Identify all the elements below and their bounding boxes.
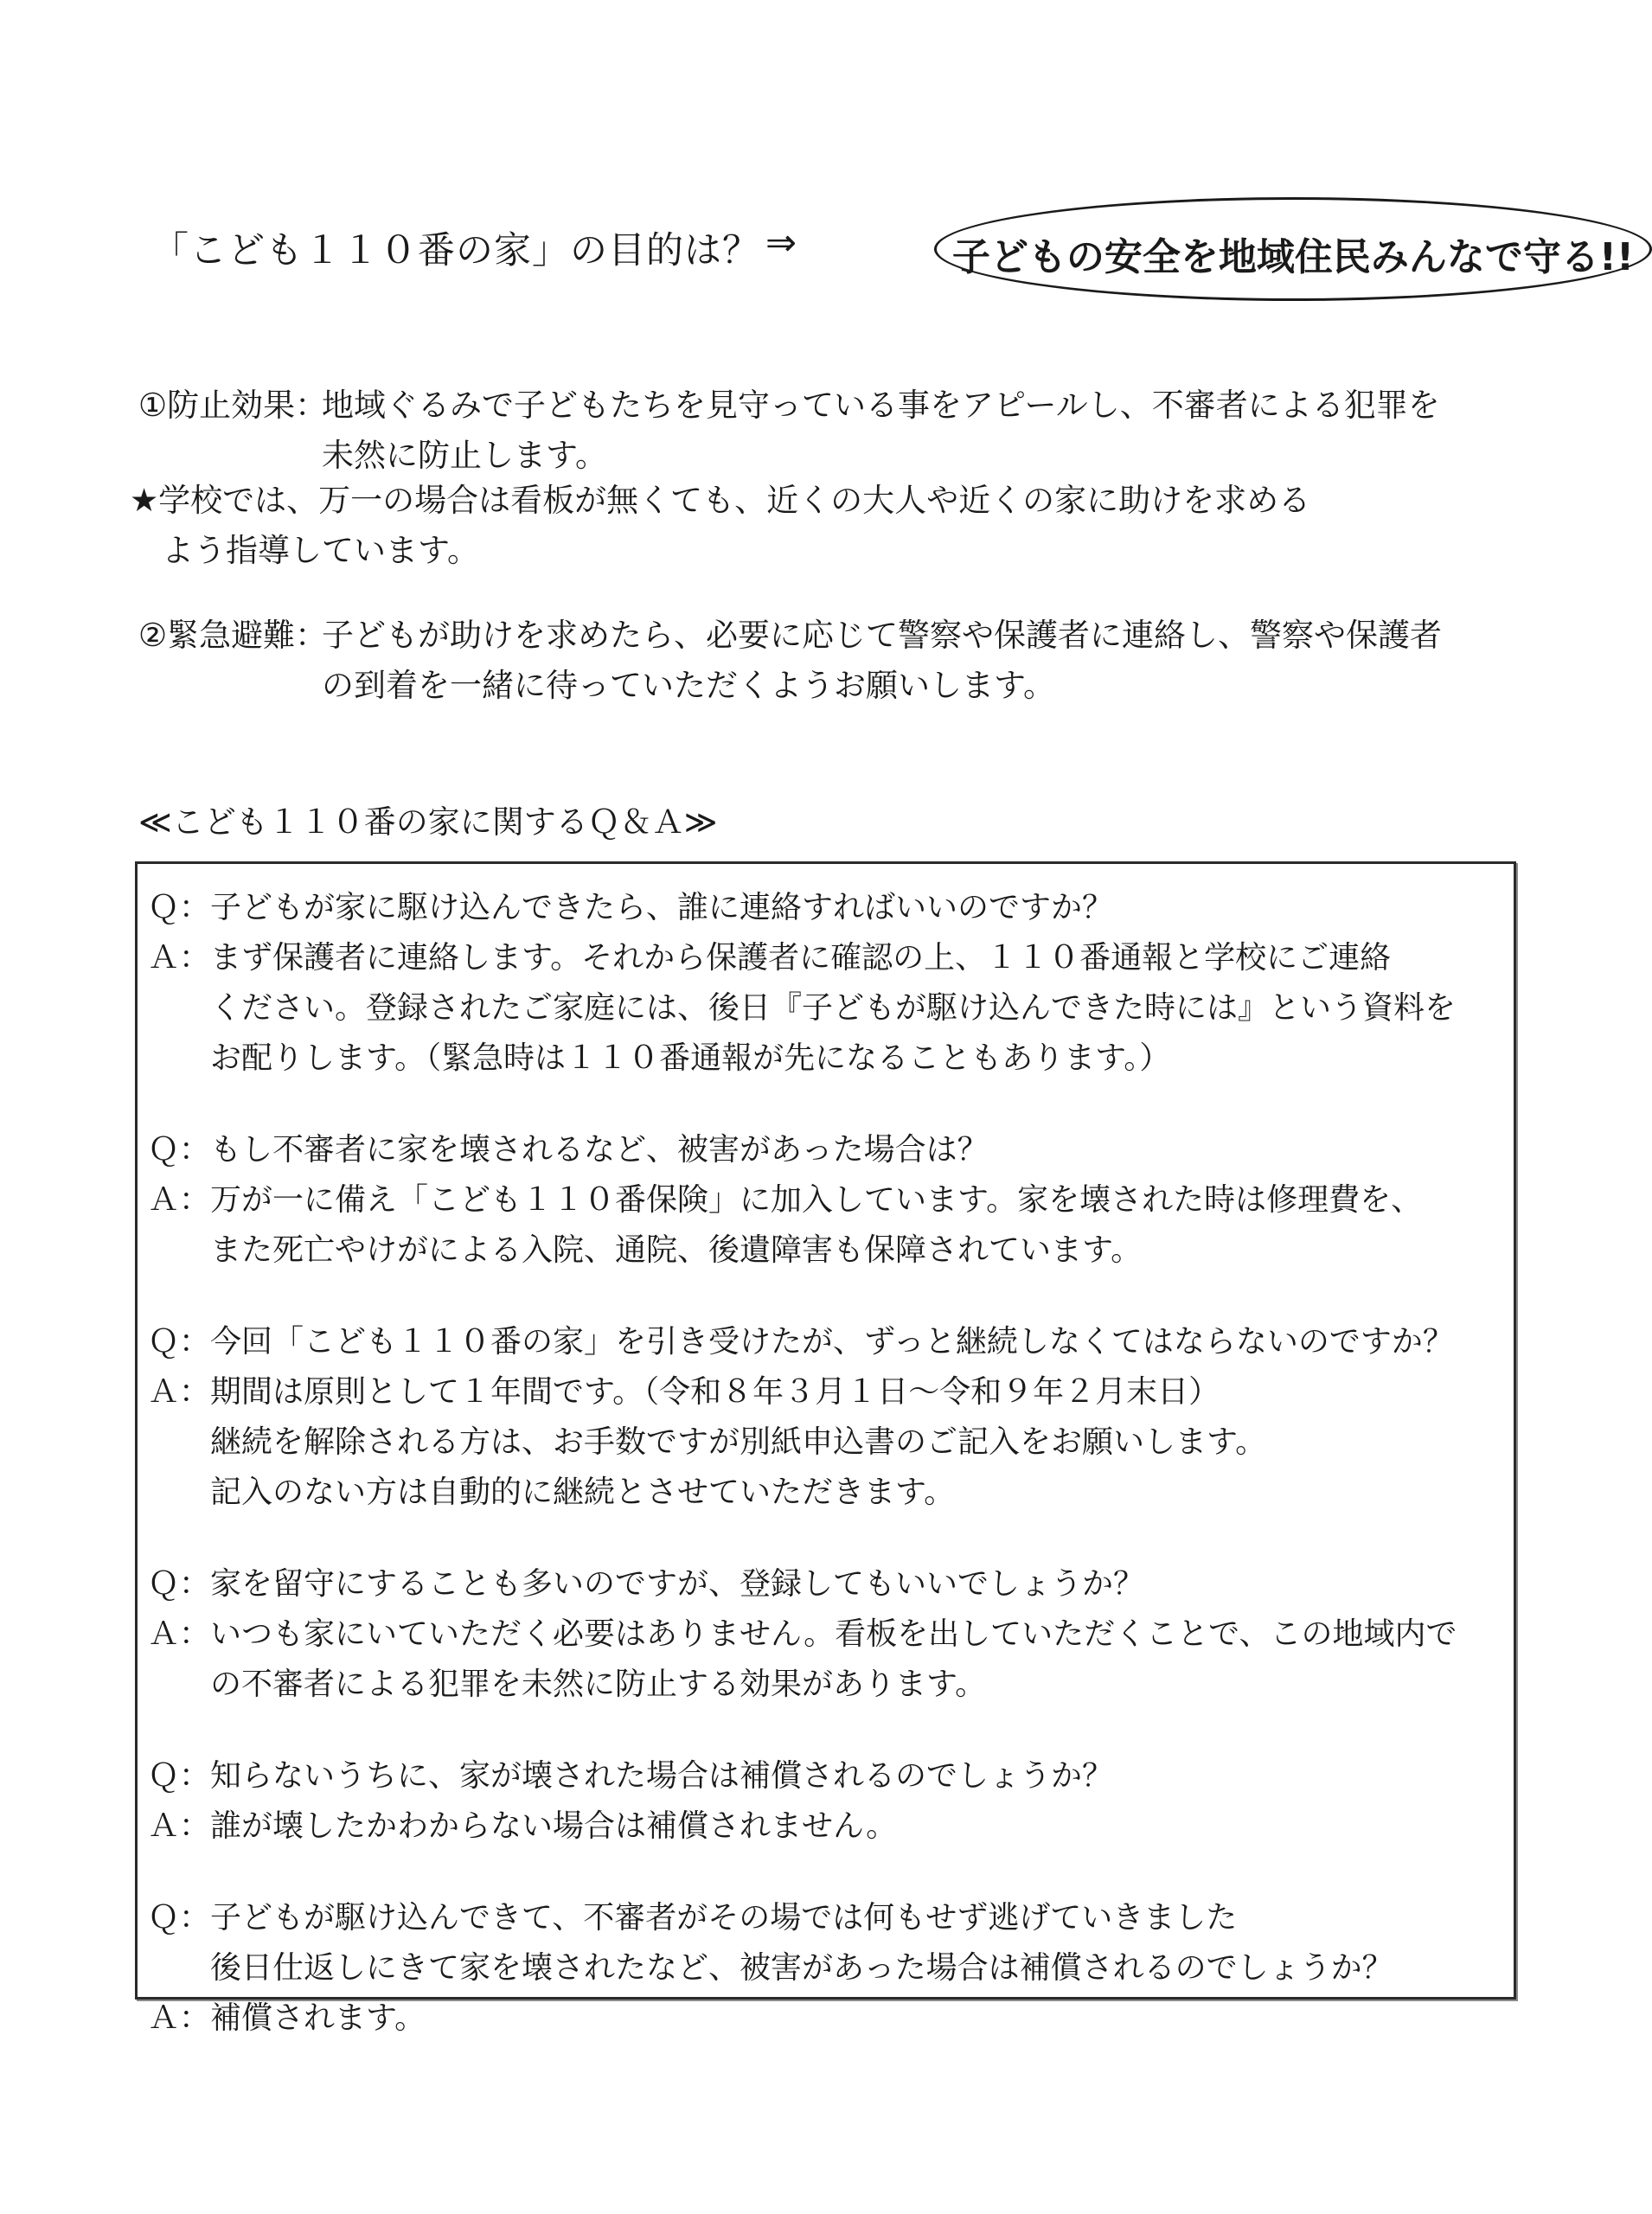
- qa-list: [148, 883, 1506, 2085]
- q-mark: Ｑ：: [148, 1324, 211, 1360]
- point-body: 子どもが助けを求めたら、必要に応じて警察や保護者に連絡し、警察や保護者 の到着を一緒に待っていただくようお願いします。: [322, 617, 1442, 704]
- question: [148, 1751, 1506, 1801]
- qa-item: [148, 1125, 1506, 1276]
- answer: [148, 933, 1506, 1084]
- answer: [148, 1993, 1506, 2044]
- qa-item: [148, 1317, 1506, 1518]
- q-mark: Ｑ：: [148, 1566, 211, 1602]
- answer: [148, 1367, 1506, 1518]
- answer-text: 期間は原則として１年間です。（令和８年３月１日～令和９年２月末日） 継続を解除される方は、お手数ですが別紙申込書のご記入をお願いします。 記入のない方は自動的に継続とさせていただきます。: [210, 1374, 1267, 1510]
- question: [148, 1559, 1506, 1609]
- point-prevention: [138, 381, 1488, 484]
- answer-text: まず保護者に連絡します。それから保護者に確認の上、１１０番通報と学校にご連絡 ください。登録されたご家庭には、後日『子どもが駆け込んできた時には』という資料を お配りします。（緊急時は１１０番通報が先になることもあります。）: [210, 940, 1457, 1076]
- answer: [148, 1801, 1506, 1852]
- point-label: ②緊急避難：: [138, 617, 328, 654]
- point-emergency: [138, 611, 1488, 714]
- purpose-text: 子どもの安全を地域住民みんなで守る!!: [951, 235, 1635, 279]
- question-text: 知らないうちに、家が壊された場合は補償されるのでしょうか？: [210, 1758, 1114, 1794]
- arrow-icon: ⇒: [765, 221, 797, 265]
- qa-box: [135, 861, 1516, 2036]
- question: [148, 1317, 1506, 1367]
- a-mark: Ａ：: [148, 1182, 211, 1218]
- purpose-oval: [934, 197, 1652, 301]
- point-label: ①防止効果：: [138, 387, 328, 424]
- point-star-note: ★学校では、万一の場合は看板が無くても、近くの大人や近くの家に助けを求める よう指導しています。: [130, 482, 1311, 569]
- qa-item: [148, 1751, 1506, 1852]
- a-mark: Ａ：: [148, 2000, 211, 2036]
- question-text: 子どもが駆け込んできて、不審者がその場では何もせず逃げていきました 後日仕返しにきて家を壊されたなど、被害があった場合は補償されるのでしょうか？: [210, 1900, 1393, 1986]
- qa-item: [148, 1559, 1506, 1710]
- title-row: [151, 197, 1635, 301]
- point-body: 地域ぐるみで子どもたちを見守っている事をアピールし、不審者による犯罪を 未然に防止します。: [322, 387, 1440, 474]
- answer-text: いつも家にいていただく必要はありません。看板を出していただくことで、この地域内で の不審者による犯罪を未然に防止する効果があります。: [210, 1616, 1457, 1702]
- qa-heading: ≪こども１１０番の家に関するＱ＆Ａ≫: [138, 803, 718, 841]
- question: [148, 1125, 1506, 1175]
- question-text: 子どもが家に駆け込んできたら、誰に連絡すればいいのですか？: [210, 890, 1114, 925]
- qa-item: [148, 1893, 1506, 2044]
- question: [148, 883, 1506, 933]
- q-mark: Ｑ：: [148, 1758, 211, 1794]
- a-mark: Ａ：: [148, 1374, 211, 1410]
- a-mark: Ａ：: [148, 940, 211, 976]
- answer-text: 補償されます。: [210, 2000, 426, 2036]
- answer: [148, 1175, 1506, 1276]
- q-mark: Ｑ：: [148, 1132, 211, 1168]
- question-text: 今回「こども１１０番の家」を引き受けたが、ずっと継続しなくてはならないのですか？: [210, 1324, 1454, 1360]
- answer-text: 万が一に備え「こども１１０番保険」に加入しています。家を壊された時は修理費を、 また死亡やけがによる入院、通院、後遺障害も保障されています。: [210, 1182, 1423, 1268]
- a-mark: Ａ：: [148, 1808, 211, 1844]
- question-text: 家を留守にすることも多いのですが、登録してもいいでしょうか？: [210, 1566, 1145, 1602]
- question: [148, 1893, 1506, 1993]
- q-mark: Ｑ：: [148, 1900, 211, 1936]
- answer: [148, 1609, 1506, 1710]
- question-text: もし不審者に家を壊されるなど、被害があった場合は？: [210, 1132, 989, 1168]
- answer-text: 誰が壊したかわからない場合は補償されません。: [210, 1808, 898, 1844]
- q-mark: Ｑ：: [148, 890, 211, 925]
- title-text: 「こども１１０番の家」の目的は？: [151, 229, 760, 272]
- a-mark: Ａ：: [148, 1616, 211, 1652]
- qa-item: [148, 883, 1506, 1084]
